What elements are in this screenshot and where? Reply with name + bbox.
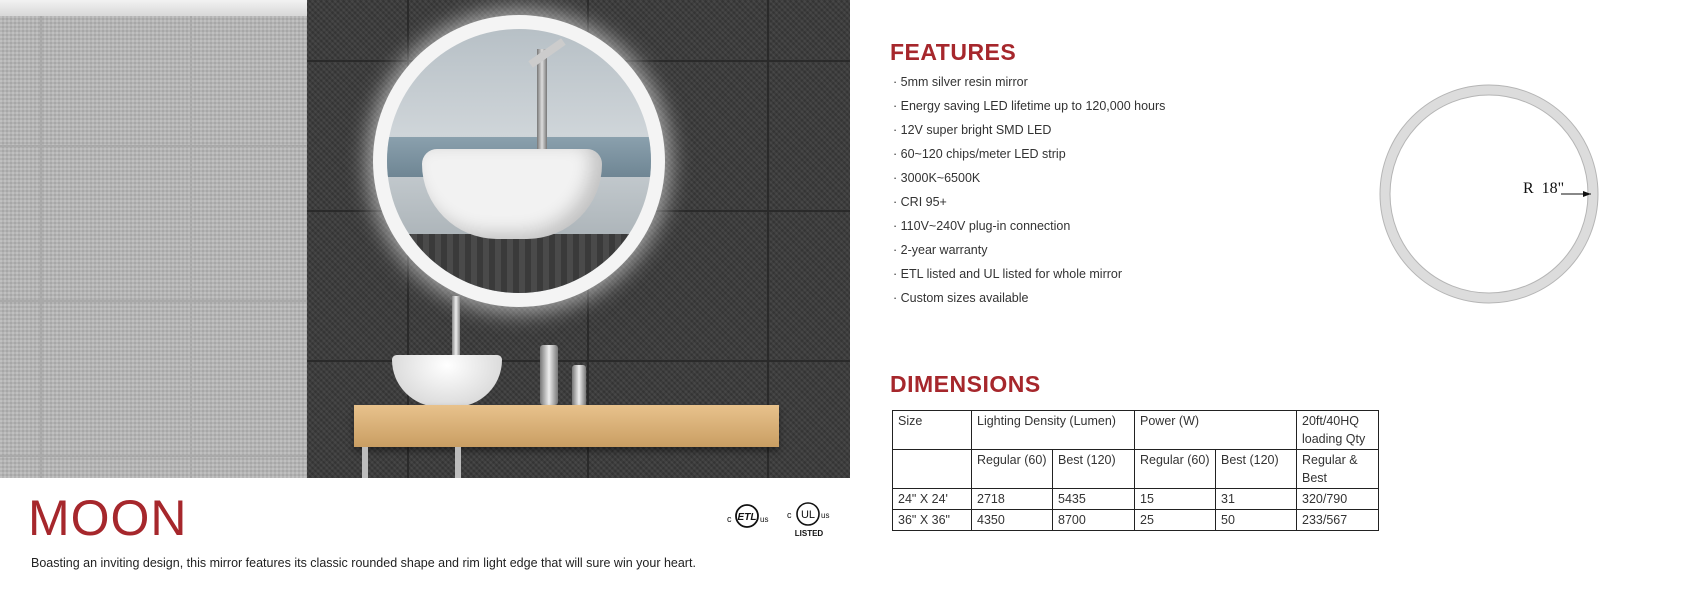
header-power: Power (W) [1135, 411, 1297, 450]
ceiling [0, 0, 307, 16]
dimensions-table [892, 410, 1379, 531]
etl-right-mark: us [760, 515, 769, 524]
subheader-power-best: Best (120) [1216, 450, 1297, 489]
cell-lumen-best: 8700 [1053, 510, 1135, 531]
subheader-lighting-best: Best (120) [1053, 450, 1135, 489]
radius-label: R 18" [1523, 180, 1565, 197]
dimensions-heading: DIMENSIONS [890, 371, 1041, 397]
features-list [893, 72, 1165, 312]
soap-dispenser [540, 345, 558, 405]
subheader-loading: Regular & Best [1297, 450, 1379, 489]
feature-item: · Energy saving LED lifetime up to 120,000 hours [893, 96, 1165, 120]
table-subheader-row [893, 450, 1379, 489]
faucet [452, 296, 460, 356]
ul-mark: UL [800, 509, 816, 521]
cell-loading-qty: 233/567 [1297, 510, 1379, 531]
light-tile-wall [0, 0, 307, 478]
cell-power-best: 31 [1216, 489, 1297, 510]
product-photo [0, 0, 850, 478]
shelf-leg [455, 447, 461, 478]
mirror-reflection [387, 29, 651, 293]
features-heading: FEATURES [890, 39, 1017, 65]
subheader-power-regular: Regular (60) [1135, 450, 1216, 489]
subheader-lighting-regular: Regular (60) [972, 450, 1053, 489]
ul-right-mark: us [821, 511, 830, 520]
shelf-leg [362, 447, 368, 478]
feature-item: · CRI 95+ [893, 192, 1165, 216]
cell-loading-qty: 320/790 [1297, 489, 1379, 510]
feature-item: · ETL listed and UL listed for whole mirror [893, 264, 1165, 288]
wood-vanity-shelf [354, 405, 779, 447]
cup [572, 365, 586, 407]
etl-certification-logo [726, 500, 778, 530]
table-header-row [893, 411, 1379, 450]
cell-power-best: 50 [1216, 510, 1297, 531]
product-description: Boasting an inviting design, this mirror features its classic rounded shape and rim light edge that will sure win your heart. [31, 556, 696, 570]
table-row [893, 489, 1379, 510]
feature-item: · 12V super bright SMD LED [893, 120, 1165, 144]
table-row [893, 510, 1379, 531]
ul-left-mark: c [787, 510, 792, 520]
cell-lumen-best: 5435 [1053, 489, 1135, 510]
feature-item: · 110V~240V plug-in connection [893, 216, 1165, 240]
feature-item: · 60~120 chips/meter LED strip [893, 144, 1165, 168]
feature-item: · 2-year warranty [893, 240, 1165, 264]
cell-power-regular: 15 [1135, 489, 1216, 510]
ul-listed-caption: LISTED [794, 529, 824, 538]
cell-size: 24" X 24' [893, 489, 972, 510]
etl-left-mark: c [727, 514, 732, 524]
cell-power-regular: 25 [1135, 510, 1216, 531]
subheader-empty [893, 450, 972, 489]
feature-item: · Custom sizes available [893, 288, 1165, 312]
product-name: MOON [28, 490, 188, 546]
feature-item: · 3000K~6500K [893, 168, 1165, 192]
mirror-radius-diagram [1378, 84, 1600, 304]
ul-certification-logo [786, 500, 836, 540]
header-lighting-density: Lighting Density (Lumen) [972, 411, 1135, 450]
feature-item: · 5mm silver resin mirror [893, 72, 1165, 96]
cell-size: 36" X 36" [893, 510, 972, 531]
header-loading-qty: 20ft/40HQ loading Qty [1297, 411, 1379, 450]
header-size: Size [893, 411, 972, 450]
cell-lumen-regular: 4350 [972, 510, 1053, 531]
etl-mark: ETL [737, 512, 757, 523]
cell-lumen-regular: 2718 [972, 489, 1053, 510]
